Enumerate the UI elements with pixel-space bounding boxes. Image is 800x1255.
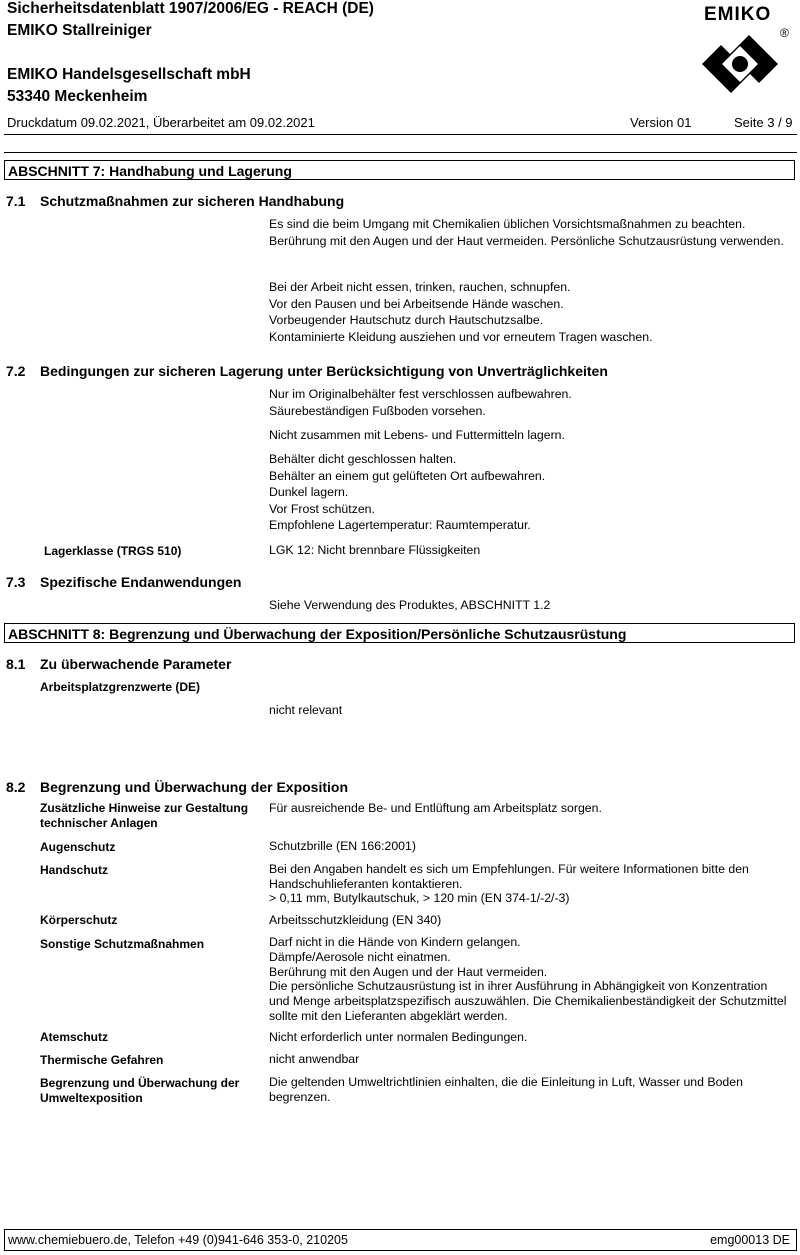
handling-text-b: Bei der Arbeit nicht essen, trinken, rauchen, schnupfen. Vor den Pausen und bei Arbeitsende Hände waschen. Vorbeugender Hautschutz durch Hautschutzsalbe. Kontaminierte Kleidung ausziehen und vor erneutem Tragen waschen. (269, 280, 653, 344)
subsection-8-1-title: Zu überwachende Parameter (40, 656, 232, 672)
subsection-8-1-number: 8.1 (6, 656, 26, 672)
subsection-8-2-number: 8.2 (6, 779, 26, 795)
subsection-8-2-title: Begrenzung und Überwachung der Exposition (40, 779, 349, 795)
workplace-limits-label: Arbeitsplatzgrenzwerte (DE) (40, 680, 201, 694)
row-value-eye: Schutzbrille (EN 166:2001) (269, 839, 416, 853)
page-number: Seite 3 / 9 (734, 115, 793, 130)
row-label-technical: Zusätzliche Hinweise zur Gestaltung technischer Anlagen (40, 801, 249, 830)
footer (4, 1229, 797, 1251)
row-value-body: Arbeitsschutzkleidung (EN 340) (269, 913, 442, 927)
row-label-respiratory: Atemschutz (40, 1030, 109, 1044)
subsection-7-2-number: 7.2 (6, 363, 26, 379)
row-value-respiratory: Nicht erforderlich unter normalen Bedingungen. (269, 1030, 528, 1044)
print-date: Druckdatum 09.02.2021, Überarbeitet am 09.02.2021 (7, 115, 315, 130)
storage-text-a: Nur im Originalbehälter fest verschlossen aufbewahren. Säurebeständigen Fußboden vorsehen. (269, 387, 572, 418)
row-value-technical: Für ausreichende Be- und Entlüftung am Arbeitsplatz sorgen. (269, 801, 602, 815)
storage-class-label: Lagerklasse (TRGS 510) (44, 544, 182, 558)
row-label-hand: Handschutz (40, 863, 109, 877)
subsection-7-1-number: 7.1 (6, 193, 26, 209)
storage-text-c: Behälter dicht geschlossen halten. Behälter an einem gut gelüfteten Ort aufbewahren. Dunkel lagern. Vor Frost schützen. Empfohlene Lagertemperatur: Raumtemperatur. (269, 452, 546, 532)
footer-contact: www.chemiebuero.de, Telefon +49 (0)941-646 353-0, 210205 (8, 1233, 348, 1247)
document-title: Sicherheitsdatenblatt 1907/2006/EG - REACH (DE) (7, 0, 374, 17)
section-8-title: ABSCHNITT 8: Begrenzung und Überwachung der Exposition/Persönliche Schutzausrüstung (4, 623, 795, 643)
company-city: 53340 Meckenheim (7, 88, 148, 105)
workplace-limits-value: nicht relevant (269, 703, 343, 717)
subsection-7-3-number: 7.3 (6, 574, 26, 590)
header-rule (4, 134, 797, 135)
section-7-title: ABSCHNITT 7: Handhabung und Lagerung (4, 160, 795, 180)
registered-mark: ® (780, 26, 789, 40)
row-value-hand: Bei den Angaben handelt es sich um Empfehlungen. Für weitere Informationen bitte den Handschuhlieferanten kontaktieren. (269, 862, 749, 891)
subsection-7-2-title: Bedingungen zur sicheren Lagerung unter Berücksichtigung von Unverträglichkeiten (40, 363, 608, 379)
row-value-hand-spec: > 0,11 mm, Butylkautschuk, > 120 min (EN 374-1/-2/-3) (269, 891, 570, 905)
subsection-7-1-title: Schutzmaßnahmen zur sicheren Handhabung (40, 193, 345, 209)
storage-class-value: LGK 12: Nicht brennbare Flüssigkeiten (269, 543, 481, 557)
row-label-eye: Augenschutz (40, 840, 116, 854)
footer-doc-id: emg00013 DE (710, 1233, 790, 1247)
logo-wordmark: EMIKO (704, 4, 772, 25)
emiko-logo (690, 2, 795, 104)
end-use-text: Siehe Verwendung des Produktes, ABSCHNITT 1.2 (269, 598, 551, 612)
row-label-thermal: Thermische Gefahren (40, 1053, 164, 1067)
product-name: EMIKO Stallreiniger (7, 22, 152, 39)
subsection-7-3-title: Spezifische Endanwendungen (40, 574, 242, 590)
handling-text-a: Es sind die beim Umgang mit Chemikalien üblichen Vorsichtsmaßnahmen zu beachten. Berührung mit den Augen und der Haut vermeiden. Persönliche Schutzausrüstung verwenden. (269, 217, 784, 248)
row-label-body: Körperschutz (40, 913, 118, 927)
company-name: EMIKO Handelsgesellschaft mbH (7, 66, 251, 83)
row-value-other: Die persönliche Schutzausrüstung ist in ihrer Ausführung in Abhängigkeit von Konzentration und Menge arbeitsplatzspezifisch auszuwählen. Die Chemikalienbeständigkeit der Schutzmittel sollte mit den Lieferanten abgeklärt werden. (269, 979, 787, 1023)
version: Version 01 (630, 115, 692, 130)
row-value-other-lines: Darf nicht in die Hände von Kindern gelangen. Dämpfe/Aerosole nicht einatmen. Berührung mit den Augen und der Haut vermeiden. (269, 935, 548, 979)
storage-text-b: Nicht zusammen mit Lebens- und Futtermitteln lagern. (269, 428, 565, 442)
row-value-environment: Die geltenden Umweltrichtlinien einhalten, die die Einleitung in Luft, Wasser und Boden begrenzen. (269, 1075, 743, 1104)
row-value-thermal: nicht anwendbar (269, 1052, 360, 1066)
row-label-other: Sonstige Schutzmaßnahmen (40, 937, 205, 951)
header-rule-2 (4, 152, 797, 153)
row-label-environment: Begrenzung und Überwachung der Umweltexposition (40, 1076, 240, 1105)
